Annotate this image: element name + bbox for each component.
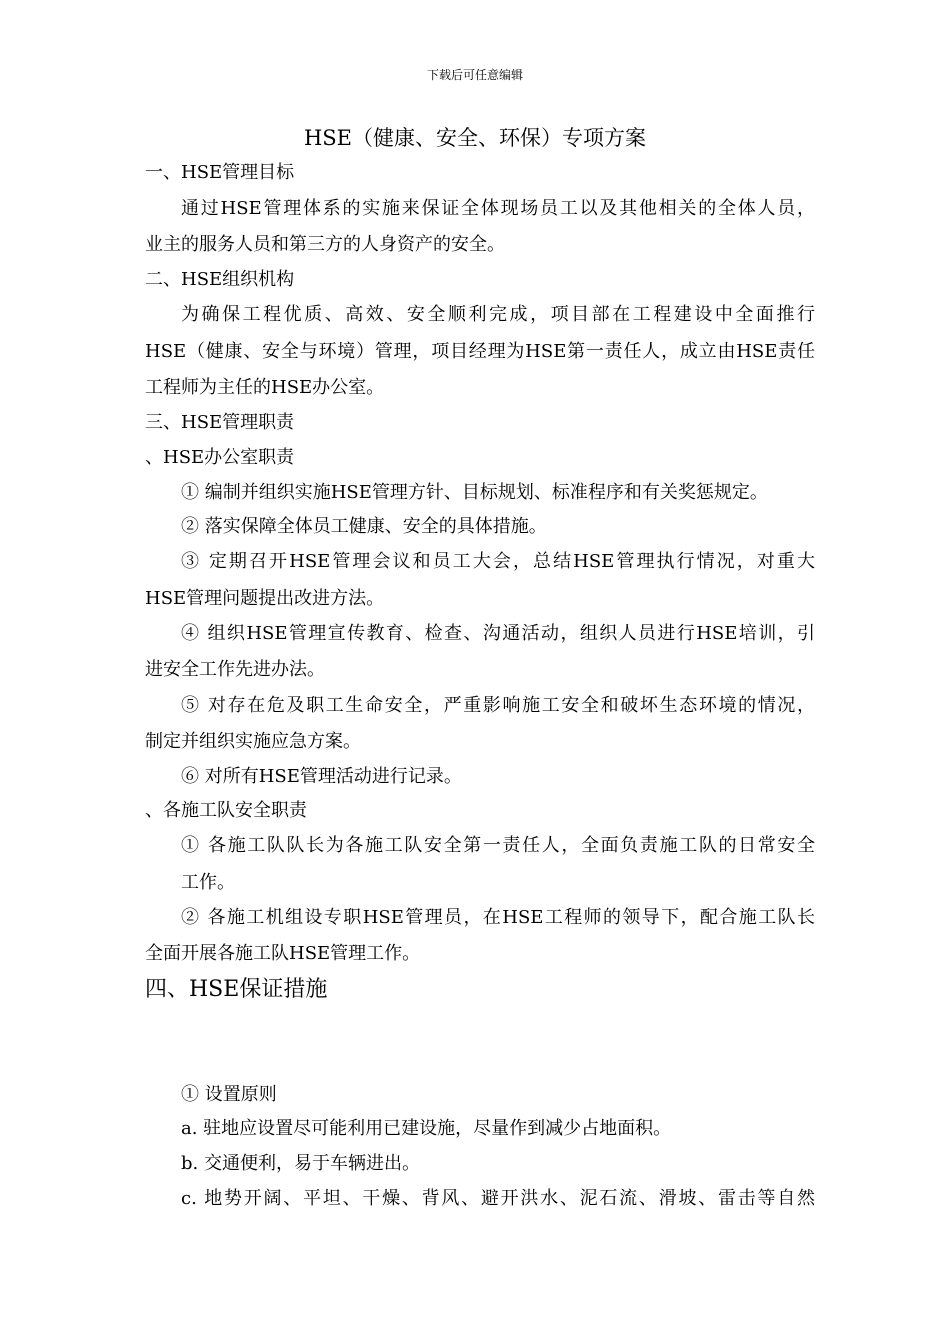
- paragraph-line: 工程师为主任的HSE办公室。: [145, 377, 385, 398]
- paragraph-line: 通过HSE管理体系的实施来保证全体现场员工以及其他相关的全体人员，: [181, 198, 815, 219]
- list-item: ⑤ 对存在危及职工生命安全，严重影响施工安全和破坏生态环境的情况，: [181, 695, 815, 716]
- section-heading-1: 一、HSE管理目标: [145, 162, 295, 183]
- list-item: ② 各施工机组设专职HSE管理员，在HSE工程师的领导下，配合施工队长: [181, 907, 815, 928]
- paragraph-line: HSE（健康、安全与环境）管理，项目经理为HSE第一责任人，成立由HSE责任: [145, 341, 815, 362]
- list-item: ③ 定期召开HSE管理会议和员工大会，总结HSE管理执行情况，对重大: [181, 551, 815, 572]
- paragraph-line: 业主的服务人员和第三方的人身资产的安全。: [145, 234, 505, 255]
- header-note: 下载后可任意编辑: [426, 68, 523, 82]
- paragraph-line: 为确保工程优质、高效、安全顺利完成，项目部在工程建设中全面推行: [181, 304, 815, 325]
- list-item: ① 各施工队队长为各施工队安全第一责任人，全面负责施工队的日常安全: [181, 835, 815, 856]
- list-item: b. 交通便利，易于车辆进出。: [181, 1153, 420, 1174]
- subsection-heading: 、各施工队安全职责: [145, 800, 307, 821]
- list-item: ① 编制并组织实施HSE管理方针、目标规划、标准程序和有关奖惩规定。: [181, 482, 768, 503]
- list-item: ④ 组织HSE管理宣传教育、检查、沟通活动，组织人员进行HSE培训，引: [181, 623, 815, 644]
- list-item: a. 驻地应设置尽可能利用已建设施，尽量作到减少占地面积。: [181, 1118, 672, 1139]
- section-heading-2: 二、HSE组织机构: [145, 269, 295, 290]
- subsection-heading: 、HSE办公室职责: [145, 447, 295, 468]
- list-item: ② 落实保障全体员工健康、安全的具体措施。: [181, 516, 547, 537]
- document-title: HSE（健康、安全、环保）专项方案: [303, 126, 647, 150]
- list-item-continued: 制定并组织实施应急方案。: [145, 731, 361, 752]
- section-heading-4: 四、HSE保证措施: [145, 977, 328, 1002]
- list-item-continued: HSE管理问题提出改进方法。: [145, 588, 385, 609]
- section-heading-3: 三、HSE管理职责: [145, 412, 295, 433]
- list-item: ⑥ 对所有HSE管理活动进行记录。: [181, 766, 462, 787]
- list-item-continued: 进安全工作先进办法。: [145, 659, 325, 680]
- list-item-continued: 全面开展各施工队HSE管理工作。: [145, 943, 421, 964]
- list-item: c. 地势开阔、平坦、干燥、背风、避开洪水、泥石流、滑坡、雷击等自然: [181, 1188, 815, 1209]
- list-item-continued: 工作。: [181, 872, 235, 893]
- list-item: ① 设置原则: [181, 1084, 277, 1105]
